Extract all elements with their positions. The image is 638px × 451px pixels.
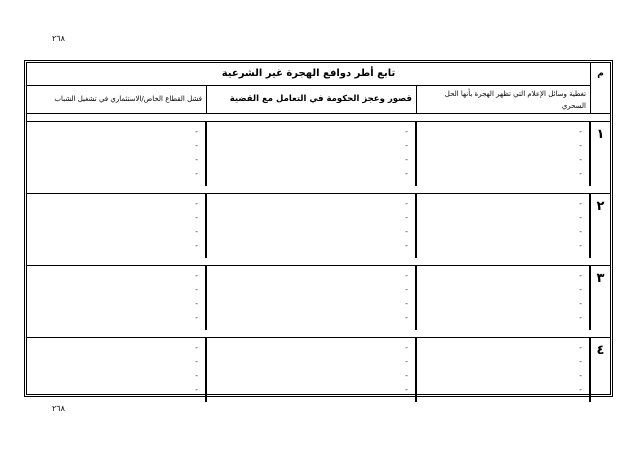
- bullet-dash: -: [579, 285, 582, 294]
- column-header-government: قصور وعجز الحكومة في التعامل مع القضية: [207, 86, 417, 114]
- bullet-dash: -: [405, 385, 408, 394]
- table-cell[interactable]: [27, 194, 207, 258]
- bullet-dash: -: [195, 199, 198, 208]
- table-cell[interactable]: [417, 194, 591, 258]
- table-row: [27, 330, 610, 402]
- row-number: ٢: [596, 199, 605, 214]
- table-cell[interactable]: [417, 338, 591, 402]
- table-title: تابع أطر دوافع الهجرة غير الشرعية: [27, 63, 591, 86]
- bullet-dash: -: [579, 141, 582, 150]
- column-header-private-sector: فشل القطاع الخاص/الاستثماري في تشغيل الشباب: [27, 86, 207, 114]
- table-row: [27, 114, 610, 187]
- table-cell[interactable]: [207, 266, 417, 330]
- table-cell[interactable]: [207, 122, 417, 186]
- bullet-dash: -: [405, 313, 408, 322]
- bullet-dash: -: [579, 213, 582, 222]
- bullet-dash: -: [405, 213, 408, 222]
- row-separator: [27, 258, 610, 266]
- bullet-dash: -: [579, 371, 582, 380]
- bullet-dash: -: [195, 213, 198, 222]
- bullet-dash: -: [195, 169, 198, 178]
- bullet-dash: -: [405, 357, 408, 366]
- bullet-dash: -: [579, 169, 582, 178]
- bullet-dash: -: [405, 299, 408, 308]
- row-separator: [27, 186, 610, 194]
- bullet-dash: -: [579, 357, 582, 366]
- bullet-dash: -: [579, 343, 582, 352]
- bullet-dash: -: [195, 127, 198, 136]
- bullet-dash: -: [579, 271, 582, 280]
- bullet-dash: -: [405, 285, 408, 294]
- bullet-dash: -: [195, 299, 198, 308]
- table-cell[interactable]: [27, 266, 207, 330]
- bullet-dash: -: [579, 227, 582, 236]
- column-header-line: تغطية وسائل الإعلام التي تظهر الهجرة بأنها الحل السحري: [444, 90, 586, 110]
- table-row: [27, 186, 610, 259]
- bullet-dash: -: [195, 385, 198, 394]
- table-cell[interactable]: [417, 122, 591, 186]
- page-number-bottom: ٢٦٨: [52, 404, 65, 413]
- bullet-dash: -: [579, 155, 582, 164]
- table-cell[interactable]: [207, 194, 417, 258]
- row-separator: [27, 114, 610, 122]
- bullet-dash: -: [405, 271, 408, 280]
- bullet-dash: -: [405, 127, 408, 136]
- bullet-dash: -: [405, 371, 408, 380]
- row-number: ٣: [596, 271, 605, 286]
- row-number: ٤: [596, 343, 605, 358]
- column-header-media-coverage: [417, 86, 591, 114]
- table-cell[interactable]: [27, 338, 207, 402]
- table-cell[interactable]: [207, 338, 417, 402]
- bullet-dash: -: [195, 155, 198, 164]
- bullet-dash: -: [405, 155, 408, 164]
- index-column-header: م: [591, 63, 610, 114]
- bullet-dash: -: [405, 199, 408, 208]
- table-cell[interactable]: [417, 266, 591, 330]
- page-number-top: ٢٦٨: [52, 34, 65, 43]
- bullet-dash: -: [405, 227, 408, 236]
- bullet-dash: -: [579, 199, 582, 208]
- row-separator: [27, 330, 610, 338]
- bullet-dash: -: [195, 271, 198, 280]
- bullet-dash: -: [195, 371, 198, 380]
- bullet-dash: -: [195, 141, 198, 150]
- bullet-dash: -: [405, 141, 408, 150]
- frames-table: [24, 60, 613, 397]
- bullet-dash: -: [195, 227, 198, 236]
- row-number: ١: [596, 127, 605, 142]
- bullet-dash: -: [579, 127, 582, 136]
- table-cell[interactable]: [27, 122, 207, 186]
- bullet-dash: -: [195, 313, 198, 322]
- bullet-dash: -: [579, 299, 582, 308]
- bullet-dash: -: [195, 357, 198, 366]
- bullet-dash: -: [405, 169, 408, 178]
- bullet-dash: -: [195, 343, 198, 352]
- bullet-dash: -: [195, 285, 198, 294]
- bullet-dash: -: [579, 313, 582, 322]
- bullet-dash: -: [579, 385, 582, 394]
- bullet-dash: -: [579, 241, 582, 250]
- table-row: [27, 258, 610, 331]
- bullet-dash: -: [195, 241, 198, 250]
- bullet-dash: -: [405, 241, 408, 250]
- bullet-dash: -: [405, 343, 408, 352]
